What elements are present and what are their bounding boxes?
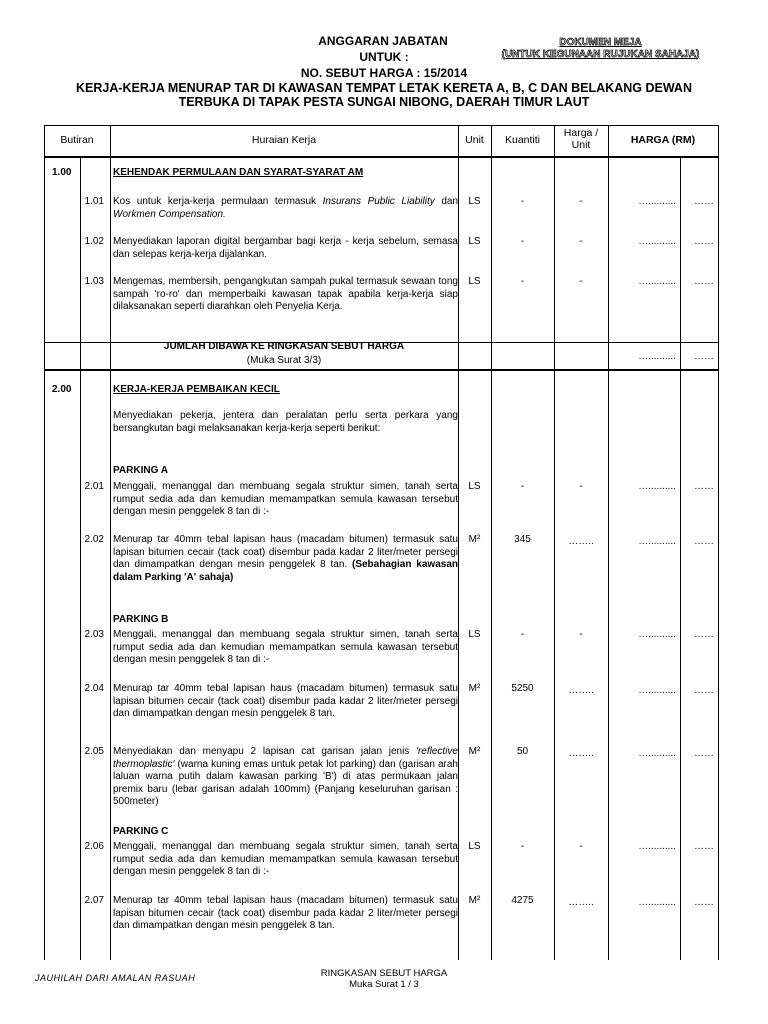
item-description: Menggali, menanggal dan membuang segala struktur simen, tanah serta rumput sedia ada dan kemudian memampatkan semula kawasan tersebut dengan mesin penggelek 8 tan di :- <box>113 629 458 665</box>
col-sep-butiran <box>110 125 111 960</box>
item-code: 2.06 <box>84 841 104 852</box>
item-quantity: 4275 <box>511 895 534 906</box>
item-text-italic: Insurans Public Liability <box>322 196 435 207</box>
section-1-title: KEHENDAK PERMULAAN DAN SYARAT-SYARAT AM <box>113 167 364 178</box>
item-amount-ringgit: ….......... <box>638 196 676 207</box>
col-header-huraian: Huraian Kerja <box>251 134 317 146</box>
table-border-right <box>718 125 719 960</box>
col-header-harga-unit <box>554 127 608 151</box>
item-amount-sen: …… <box>694 276 714 287</box>
carry-forward-amount-sen: …… <box>694 351 714 362</box>
item-unit: LS <box>468 629 481 640</box>
item-quantity: 345 <box>514 534 531 545</box>
item-amount-sen: …… <box>694 685 714 696</box>
item-unit: LS <box>468 196 481 207</box>
item-amount-ringgit: ….......... <box>638 841 676 852</box>
item-unit: LS <box>468 236 481 247</box>
item-code: 2.03 <box>84 629 104 640</box>
header-line-1: ANGGARAN JABATAN <box>318 34 448 48</box>
item-text: (warna kuning emas untuk petak lot parking) dan (garisan arah laluan warna putih dalam kawasan parking 'B') di atas permukaan jalan premix baru (lebar garisan adalah 100mm) (Panjang keseluruhan garisan : 500meter) <box>113 758 458 807</box>
header-line-3: NO. SEBUT HARGA : 15/2014 <box>300 66 468 80</box>
section-2-code: 2.00 <box>52 384 72 395</box>
item-text: dan <box>434 196 459 207</box>
item-description <box>113 196 458 221</box>
item-unit: M² <box>468 683 481 694</box>
item-amount-sen: …… <box>694 536 714 547</box>
item-unit: LS <box>468 841 481 852</box>
item-description <box>113 746 458 809</box>
item-unit: M² <box>468 534 481 545</box>
item-code: 2.01 <box>84 481 104 492</box>
item-code: 1.01 <box>84 196 104 207</box>
item-code: 1.03 <box>84 276 104 287</box>
item-rate: - <box>579 276 583 287</box>
item-amount-ringgit: ….......... <box>638 629 676 640</box>
item-amount-ringgit: ….......... <box>638 536 676 547</box>
item-quantity: 5250 <box>511 683 534 694</box>
item-rate: …….. <box>568 536 594 547</box>
header-line-4: KERJA-KERJA MENURAP TAR DI KAWASAN TEMPAT LETAK KERETA A, B, C DAN BELAKANG DEWAN <box>76 81 692 95</box>
footer-summary-title: RINGKASAN SEBUT HARGA <box>320 968 448 979</box>
item-amount-ringgit: ….......... <box>638 276 676 287</box>
item-amount-sen: …… <box>694 629 714 640</box>
footer-page-number: Muka Surat 1 / 3 <box>349 979 419 990</box>
item-rate: - <box>579 481 583 492</box>
col-header-harga-unit-line1: Harga / <box>563 127 599 139</box>
item-quantity: - <box>520 629 525 640</box>
item-text: Kos untuk kerja-kerja permulaan termasuk <box>113 196 323 207</box>
document-tag-line-2: (UNTUK KEGUNAAN RUJUKAN SAHAJA) <box>501 49 700 60</box>
carry-row-bottom <box>44 369 719 371</box>
item-rate: - <box>579 841 583 852</box>
header-line-2: UNTUK : <box>359 50 409 64</box>
carry-forward-title: JUMLAH DIBAWA KE RINGKASAN SEBUT HARGA <box>163 341 405 352</box>
item-text-italic: 'reflective thermoplastic' <box>113 746 458 770</box>
item-unit: LS <box>468 276 481 287</box>
item-description: Menurap tar 40mm tebal lapisan haus (macadam bitumen) termasuk satu lapisan bitumen cecair (tack coat) disembur pada kadar 2 liter/meter persegi dan dimampatkan dengan mesin penggelek 8 tan. <box>113 895 458 931</box>
carry-forward-amount-ringgit: ….......... <box>638 351 676 362</box>
item-amount-sen: …… <box>694 897 714 908</box>
item-unit: LS <box>468 481 481 492</box>
parking-a-heading: PARKING A <box>113 465 168 476</box>
carry-forward-page: (Muka Surat 3/3) <box>246 355 322 366</box>
item-amount-sen: …… <box>694 236 714 247</box>
item-amount-sen: …… <box>694 841 714 852</box>
section-2-intro: Menyediakan pekerja, jentera dan peralatan perlu serta perkara yang bersangkutan bagi melaksanakan kerja-kerja seperti berikut: <box>113 410 458 434</box>
col-header-harga-rm: HARGA (RM) <box>630 134 696 146</box>
parking-b-heading: PARKING B <box>113 614 169 625</box>
item-quantity: - <box>520 481 525 492</box>
item-quantity: 50 <box>516 746 529 757</box>
item-amount-ringgit: ….......... <box>638 481 676 492</box>
item-amount-sen: …… <box>694 196 714 207</box>
section-2-title: KERJA-KERJA PEMBAIKAN KECIL <box>113 384 280 395</box>
header-line-5: TERBUKA DI TAPAK PESTA SUNGAI NIBONG, DAERAH TIMUR LAUT <box>178 95 590 109</box>
col-header-kuantiti: Kuantiti <box>504 134 541 146</box>
item-rate: - <box>579 196 583 207</box>
item-quantity: - <box>520 236 525 247</box>
item-quantity: - <box>520 276 525 287</box>
item-text-bold: (Sebahagian kawasan dalam Parking 'A' sahaja) <box>113 559 458 583</box>
item-quantity: - <box>520 196 525 207</box>
item-amount-sen: …… <box>694 748 714 759</box>
col-header-butiran: Butiran <box>60 134 94 146</box>
item-amount-sen: …… <box>694 481 714 492</box>
item-description: Mengemas, membersih, pengangkutan sampah pukal termasuk sewaan tong sampah 'ro-ro' dan memperbaiki kawasan tapak apabila kerja-kerja siap dilaksanakan seperti diarahkan oleh Penyelia Kerja. <box>113 276 458 312</box>
item-rate: - <box>579 629 583 640</box>
item-description: Menggali, menanggal dan membuang segala struktur simen, tanah serta rumput sedia ada dan kemudian memampatkan semula kawasan tersebut dengan mesin penggelek 8 tan di :- <box>113 481 458 517</box>
item-text: Menurap tar 40mm tebal lapisan haus (macadam bitumen) termasuk satu lapisan bitumen cecair (tack coat) disembur pada kadar 2 liter/meter persegi dan dimampatkan dengan mesin penggelek 8 tan. <box>113 534 458 570</box>
item-rate: …….. <box>568 897 594 908</box>
item-amount-ringgit: ….......... <box>638 236 676 247</box>
item-code: 2.05 <box>84 746 104 757</box>
item-amount-ringgit: ….......... <box>638 748 676 759</box>
section-1-code: 1.00 <box>52 167 72 178</box>
item-unit: M² <box>468 895 481 906</box>
table-border-top <box>44 125 719 126</box>
item-description: Menyediakan laporan digital bergambar bagi kerja - kerja sebelum, semasa dan selepas kerja-kerja dijalankan. <box>113 236 458 260</box>
item-rate: …….. <box>568 685 594 696</box>
document-tag <box>488 37 713 61</box>
document-tag-line-1: DOKUMEN MEJA <box>559 37 642 48</box>
item-description <box>113 534 458 584</box>
footer-anti-corruption-note: JAUHILAH DARI AMALAN RASUAH <box>35 973 196 983</box>
item-amount-ringgit: ….......... <box>638 897 676 908</box>
item-quantity: - <box>520 841 525 852</box>
item-text: Menyediakan dan menyapu 2 lapisan cat garisan jalan jenis <box>113 746 417 757</box>
col-header-unit: Unit <box>465 134 484 146</box>
item-amount-ringgit: ….......... <box>638 685 676 696</box>
item-unit: M² <box>468 746 481 757</box>
item-code: 2.04 <box>84 683 104 694</box>
item-rate: …….. <box>568 748 594 759</box>
col-header-harga-unit-line2: Unit <box>571 139 591 151</box>
quotation-table <box>44 125 719 960</box>
item-text-italic: Workmen Compensation. <box>113 208 226 220</box>
header-divider <box>44 156 719 158</box>
item-rate: - <box>579 236 583 247</box>
item-code: 2.07 <box>84 895 104 906</box>
item-description: Menggali, menanggal dan membuang segala struktur simen, tanah serta rumput sedia ada dan kemudian memampatkan semula kawasan tersebut dengan mesin penggelek 8 tan di :- <box>113 841 458 877</box>
item-code: 1.02 <box>84 236 104 247</box>
parking-c-heading: PARKING C <box>113 826 169 837</box>
footer-page-info <box>0 968 768 990</box>
item-code: 2.02 <box>84 534 104 545</box>
item-description: Menurap tar 40mm tebal lapisan haus (macadam bitumen) termasuk satu lapisan bitumen cecair (tack coat) disembur pada kadar 2 liter/meter persegi dan dimampatkan dengan mesin penggelek 8 tan. <box>113 683 458 719</box>
